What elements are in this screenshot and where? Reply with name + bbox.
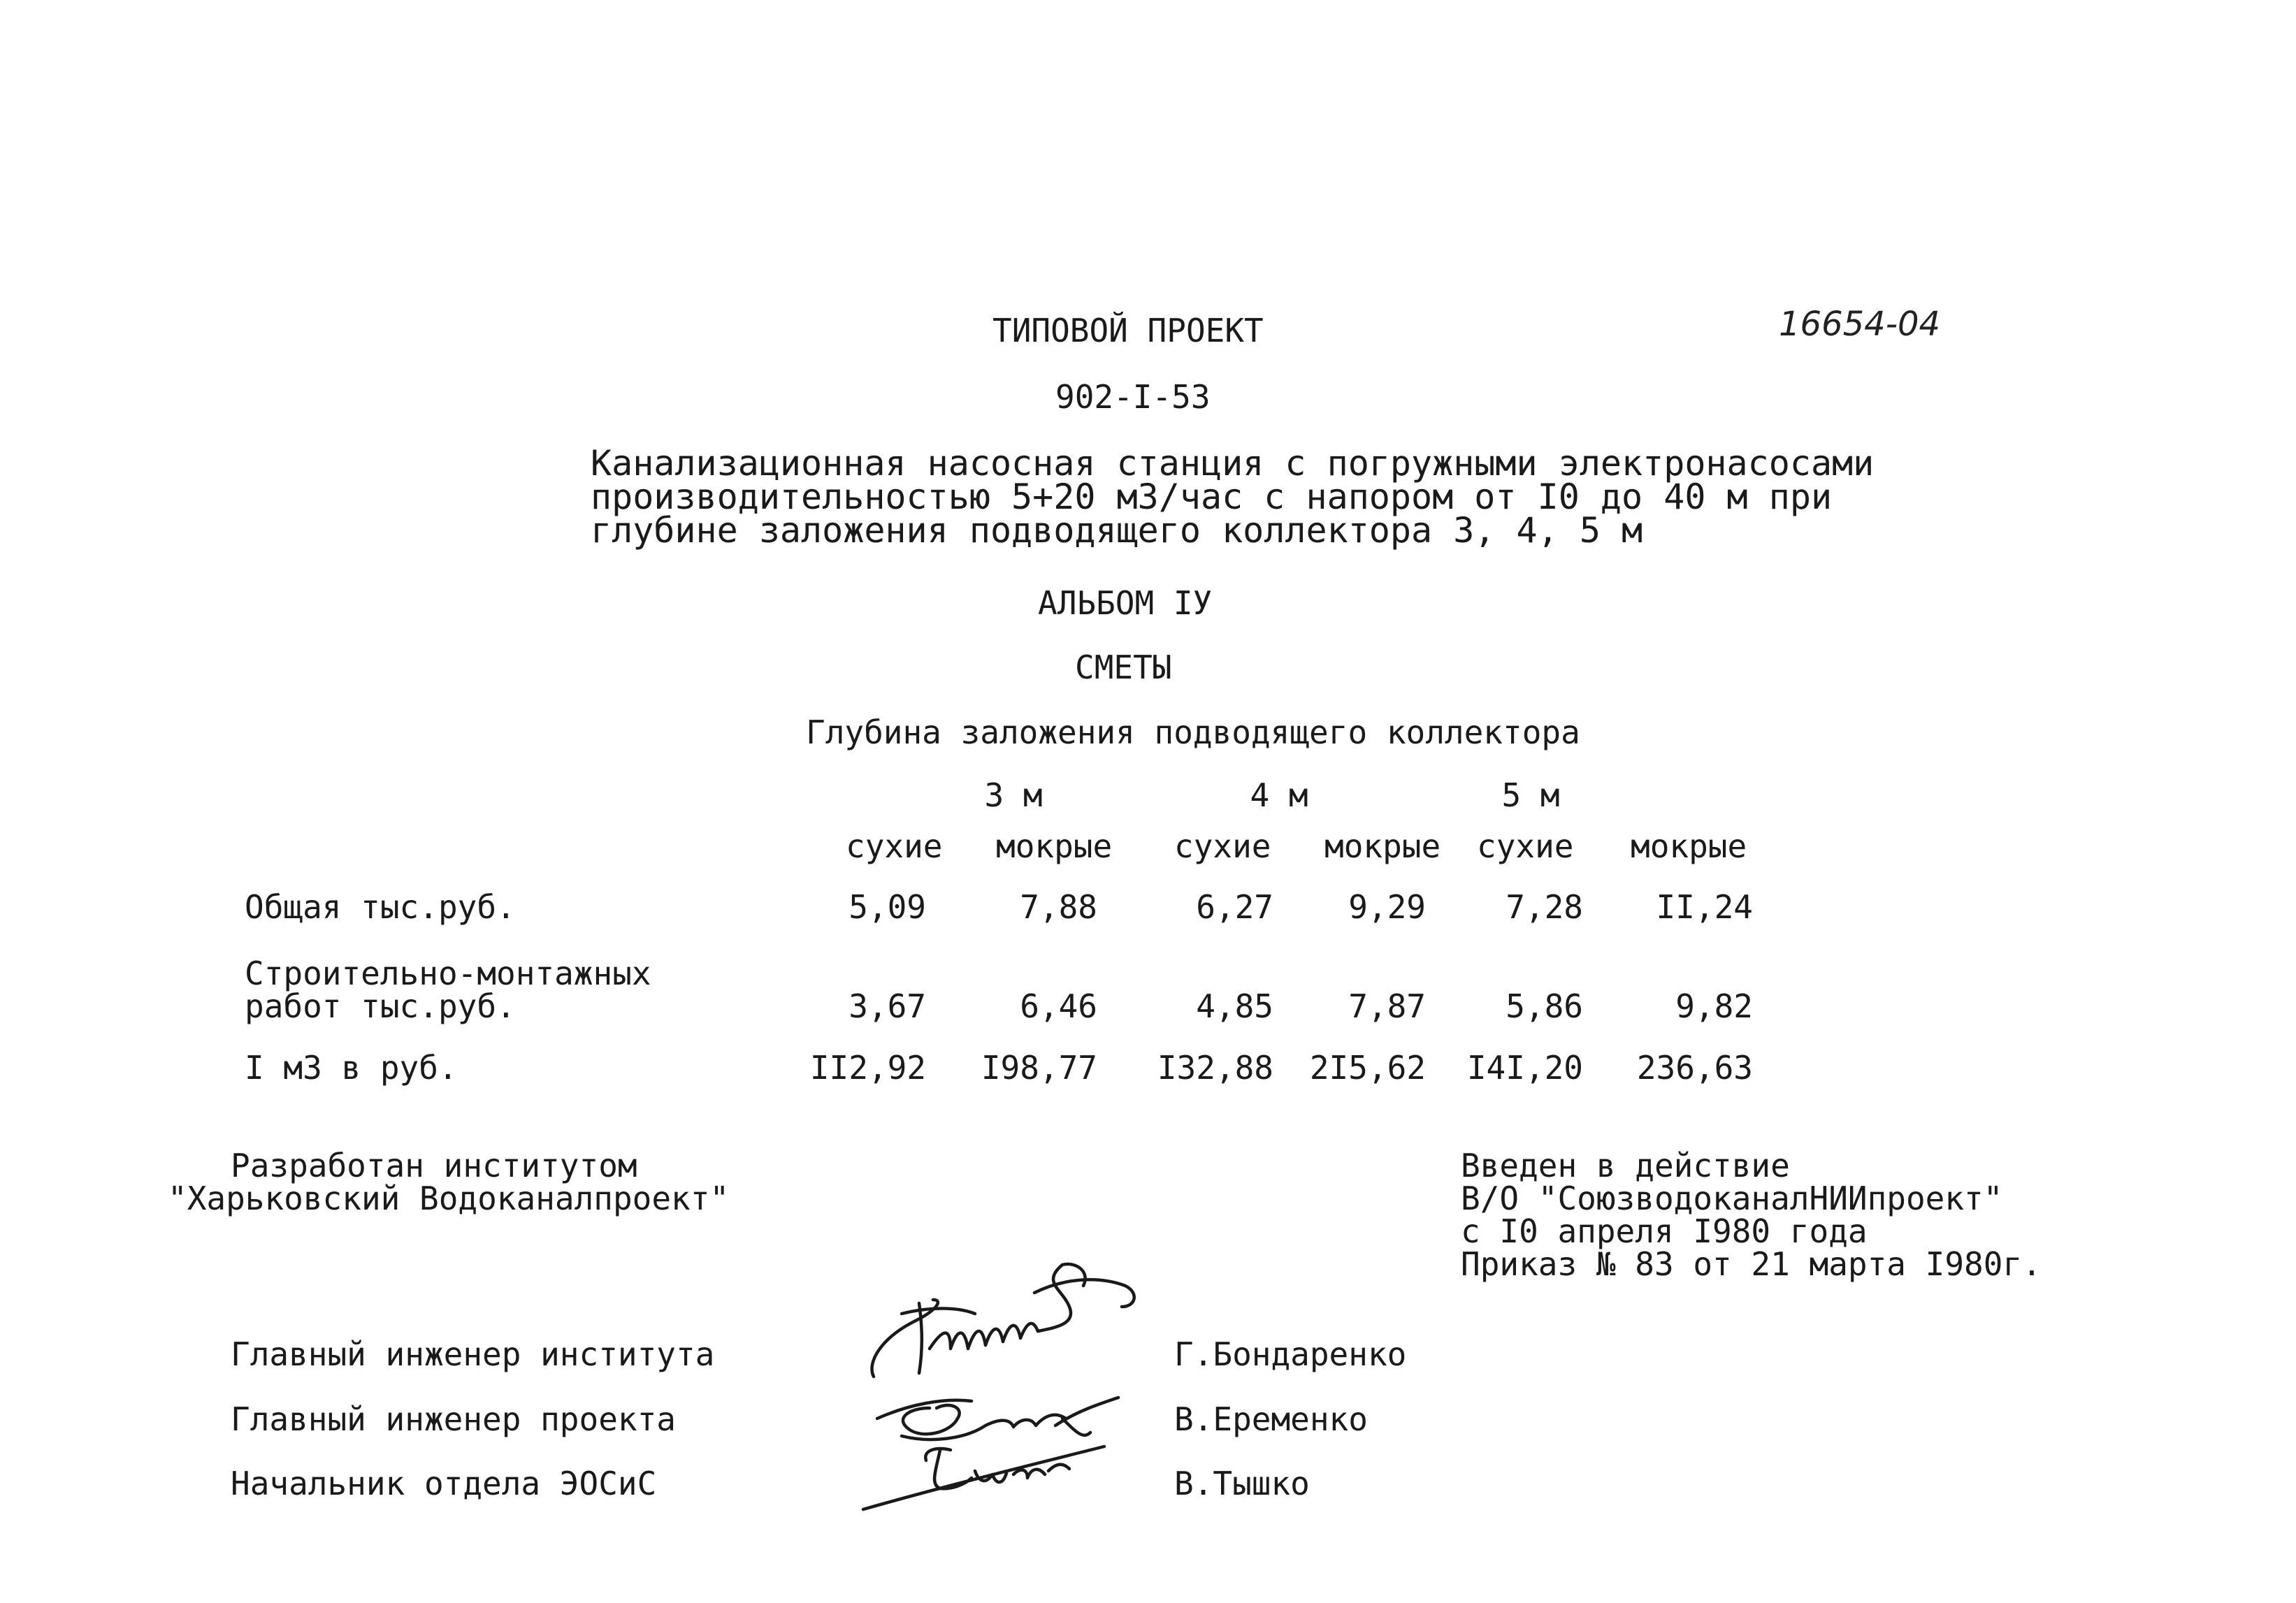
enactment-line: Введен в действие — [1461, 1147, 1790, 1184]
table-cell: 5,09 — [849, 888, 926, 926]
depth-header: 3 м — [984, 776, 1043, 814]
signatory-role: Главный инженер проекта — [231, 1400, 676, 1438]
signature-eremenko — [877, 1398, 1118, 1439]
enactment-line: Приказ № 83 от 21 марта I980г. — [1461, 1245, 2042, 1283]
signatory-name: В.Тышко — [1174, 1465, 1310, 1502]
table-cell: 2I5,62 — [1309, 1049, 1426, 1087]
table-cell: 7,28 — [1506, 888, 1583, 926]
album-label: АЛЬБОМ IУ — [1038, 584, 1213, 622]
description-line: Канализационная насосная станция с погружными электронасосами — [591, 443, 1875, 484]
table-cell: 9,29 — [1348, 888, 1426, 926]
depth-header: 4 м — [1250, 776, 1308, 814]
column-subheader: мокрые — [996, 827, 1113, 865]
table-cell: 9,82 — [1675, 987, 1753, 1025]
column-subheader: сухие — [1174, 827, 1271, 865]
developer-name: "Харьковский Водоканалпроект" — [168, 1180, 730, 1217]
table-cell: I98,77 — [981, 1049, 1097, 1087]
column-subheader: мокрые — [1324, 827, 1441, 865]
developer-line: Разработан институтом — [231, 1147, 637, 1184]
table-cell: I4I,20 — [1466, 1049, 1583, 1087]
table-cell: 7,88 — [1020, 888, 1097, 926]
column-subheader: сухие — [1477, 827, 1574, 865]
column-subheader: мокрые — [1631, 827, 1747, 865]
depth-header: 5 м — [1501, 776, 1560, 814]
row-label: работ тыс.руб. — [245, 987, 516, 1025]
signatures-image — [853, 1209, 1181, 1537]
table-cell: 3,67 — [849, 987, 926, 1025]
table-cell: 4,85 — [1196, 987, 1273, 1025]
enactment-line: В/О "СоюзводоканалНИИпроект" — [1461, 1180, 2003, 1217]
table-cell: 236,63 — [1636, 1049, 1753, 1087]
row-label: I м3 в руб. — [245, 1049, 458, 1087]
signatory-name: В.Еременко — [1174, 1400, 1368, 1438]
description-line: глубине заложения подводящего коллектора 3, 4, 5 м — [591, 510, 1643, 551]
table-cell: 6,27 — [1196, 888, 1273, 926]
project-code: 902-I-53 — [1055, 378, 1211, 416]
description-line: производительностью 5+20 м3/час с напором от I0 до 40 м при — [591, 477, 1833, 517]
signatory-role: Главный инженер института — [231, 1335, 715, 1373]
signature-tyshko — [863, 1446, 1104, 1509]
signature-bondarenko — [872, 1264, 1134, 1377]
document-title: ТИПОВОЙ ПРОЕКТ — [992, 312, 1264, 349]
table-cell: I32,88 — [1157, 1049, 1273, 1087]
column-subheader: сухие — [846, 827, 943, 865]
enactment-line: с I0 апреля I980 года — [1461, 1212, 1868, 1250]
table-caption: Глубина заложения подводящего коллектора — [806, 713, 1580, 751]
section-label: СМЕТЫ — [1075, 648, 1172, 686]
signatory-name: Г.Бондаренко — [1174, 1335, 1407, 1373]
table-cell: 7,87 — [1348, 987, 1426, 1025]
signatory-role: Начальник отдела ЭОСиС — [231, 1465, 657, 1502]
table-cell: 6,46 — [1020, 987, 1097, 1025]
inventory-number: 16654-04 — [1779, 305, 1941, 344]
table-cell: II,24 — [1656, 888, 1753, 926]
table-cell: II2,92 — [809, 1049, 926, 1087]
row-label: Строительно-монтажных — [245, 955, 651, 992]
table-cell: 5,86 — [1506, 987, 1583, 1025]
row-label: Общая тыс.руб. — [245, 888, 516, 926]
